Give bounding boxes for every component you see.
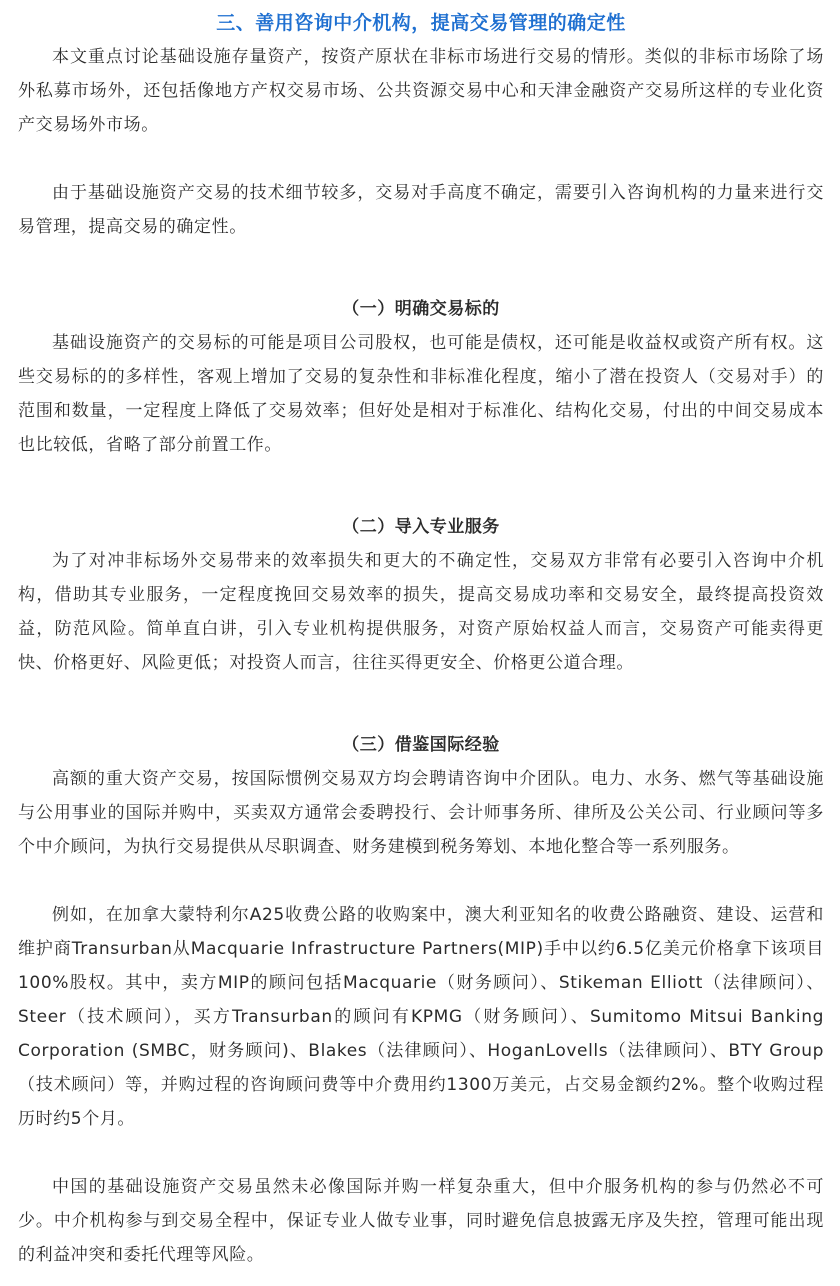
paragraph-intro: 本文重点讨论基础设施存量资产，按资产原状在非标市场进行交易的情形。类似的非标市场除了场外私募市场外，还包括像地方产权交易市场、公共资源交易中心和天津金融资产交易所这样的专业化资产交易场外市场。	[18, 47, 824, 135]
spacer	[18, 142, 824, 176]
subheading-international-experience: （三）借鉴国际经验	[342, 735, 500, 755]
spacer	[18, 1136, 824, 1170]
paragraph-consulting-need: 由于基础设施资产交易的技术细节较多，交易对手高度不确定，需要引入咨询机构的力量来进行交易管理，提高交易的确定性。	[18, 183, 824, 237]
paragraph-a25-case: 例如，在加拿大蒙特利尔A25收费公路的收购案中，澳大利亚知名的收费公路融资、建设、运营和维护商Transurban从Macquarie Infrastructure Partners(MIP)手中以约6.5亿美元价格拿下该项目100%股权。其中，卖方MIP的顾问包括Macquarie（财务顾问）、Stikeman Elliott（法律顾问）、Steer（技术顾问），买方Transurban的顾问有KPMG（财务顾问）、Sumitomo Mitsui Banking Corporation (SMBC，财务顾问)、Blakes（法律顾问）、HoganLovells（法律顾问）、BTY Group（技术顾问）等，并购过程的咨询顾问费等中介费用约1300万美元，占交易金额约2%。整个收购过程历时约5个月。	[18, 905, 824, 1129]
spacer	[18, 462, 824, 496]
paragraph-intermediaries: 为了对冲非标场外交易带来的效率损失和更大的不确定性，交易双方非常有必要引入咨询中介机构，借助其专业服务，一定程度挽回交易效率的损失，提高交易成功率和交易安全，最终提高投资效益，防范风险。简单直白讲，引入专业机构提供服务，对资产原始权益人而言，交易资产可能卖得更快、价格更好、风险更低；对投资人而言，往往买得更安全、价格更公道合理。	[18, 551, 824, 673]
subheading-clarify-target: （一）明确交易标的	[342, 299, 500, 319]
spacer	[18, 680, 824, 714]
section-title: 三、善用咨询中介机构，提高交易管理的确定性	[216, 12, 626, 34]
paragraph-international-practice: 高额的重大资产交易，按国际惯例交易双方均会聘请咨询中介团队。电力、水务、燃气等基础设施与公用事业的国际并购中，买卖双方通常会委聘投行、会计师事务所、律所及公关公司、行业顾问等多个中介顾问，为执行交易提供从尽职调查、财务建模到税务筹划、本地化整合等一系列服务。	[18, 769, 824, 857]
spacer	[18, 244, 824, 278]
paragraph-china-conclusion: 中国的基础设施资产交易虽然未必像国际并购一样复杂重大，但中介服务机构的参与仍然必不可少。中介机构参与到交易全程中，保证专业人做专业事，同时避免信息披露无序及失控，管理可能出现的利益冲突和委托代理等风险。	[18, 1177, 824, 1265]
paragraph-trade-targets: 基础设施资产的交易标的可能是项目公司股权，也可能是债权，还可能是收益权或资产所有权。这些交易标的的多样性，客观上增加了交易的复杂性和非标准化程度，缩小了潜在投资人（交易对手）的范围和数量，一定程度上降低了交易效率；但好处是相对于标准化、结构化交易，付出的中间交易成本也比较低，省略了部分前置工作。	[18, 333, 824, 455]
subheading-professional-services: （二）导入专业服务	[342, 517, 500, 537]
spacer	[18, 864, 824, 898]
